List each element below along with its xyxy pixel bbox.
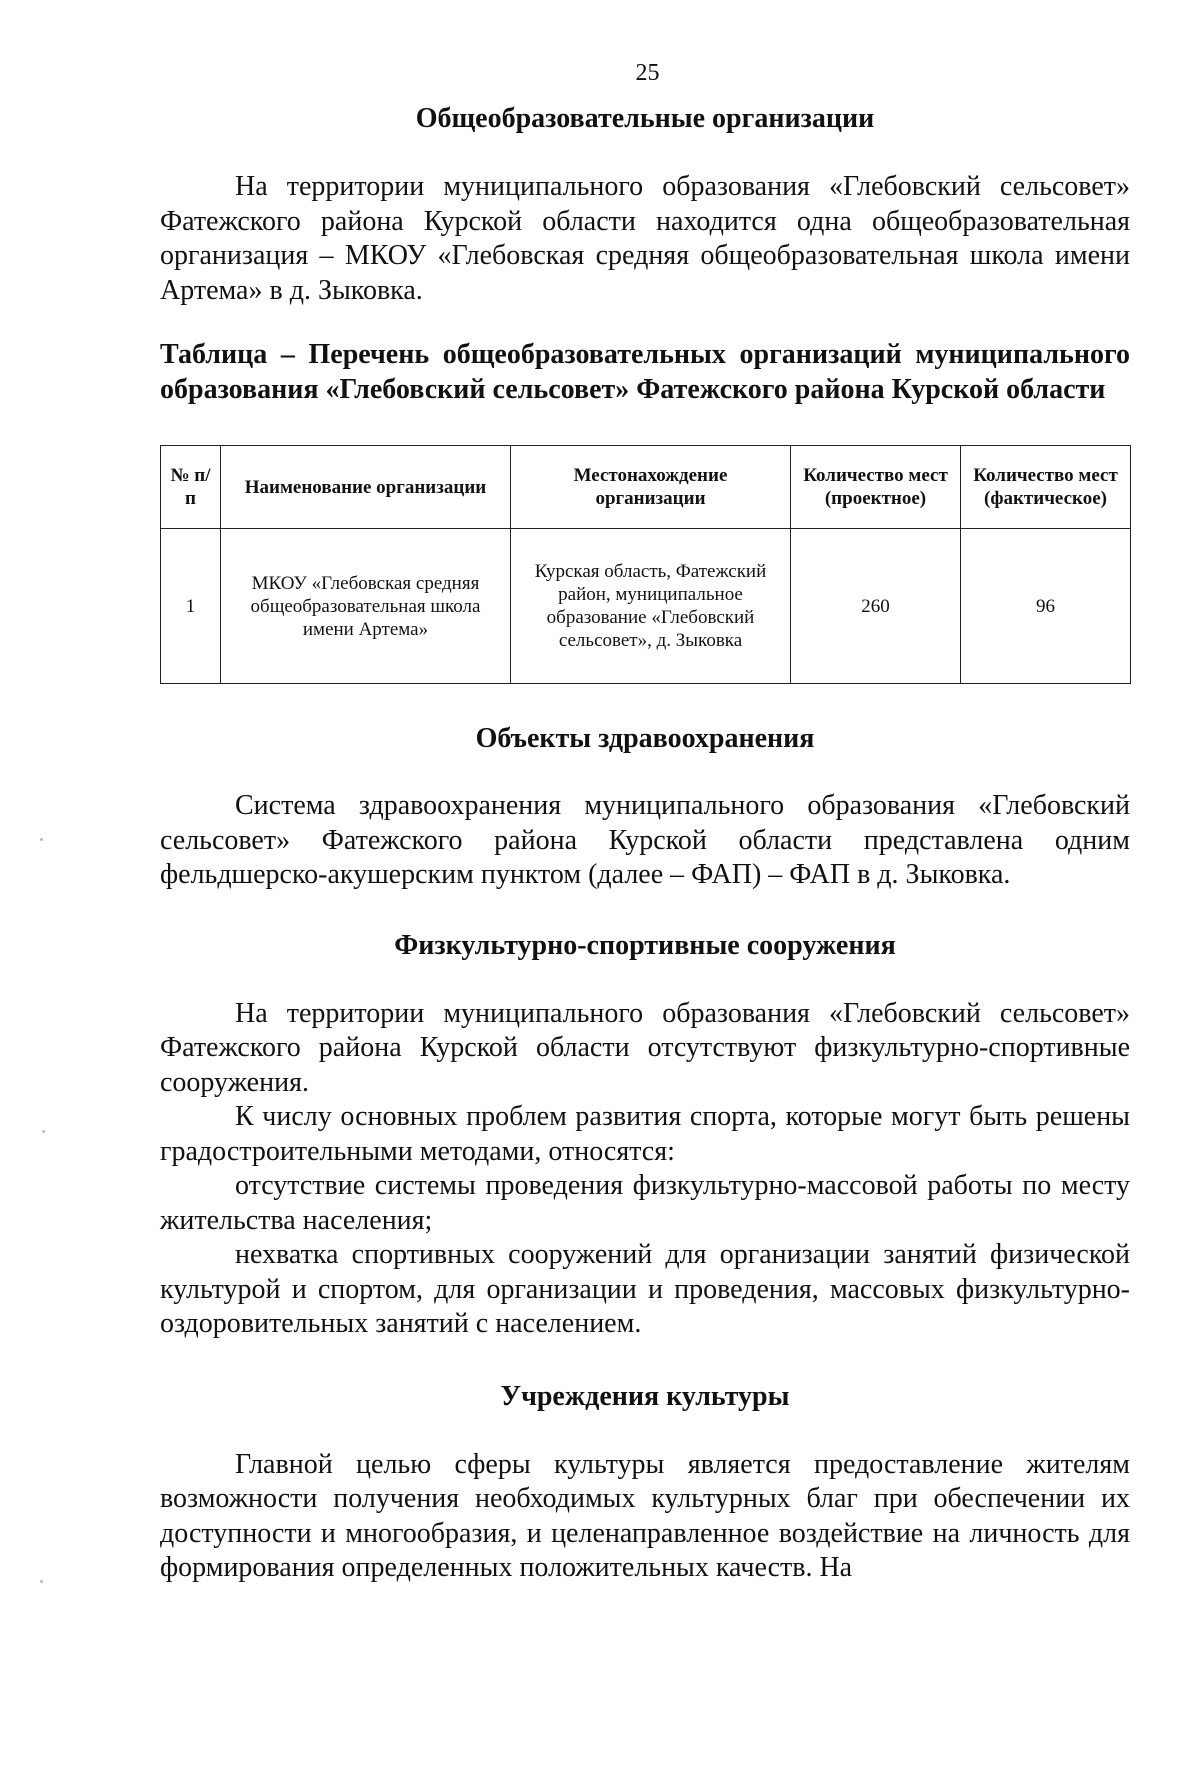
paragraph-schools: На территории муниципального образования «Глебовский сельсовет» Фатежского района Курской области находится одна общеобразовательная организация – МКОУ «Глебовская средняя общеобразовательная школа имени Артема» в д. Зыковка.	[160, 171, 1130, 306]
heading-culture: Учреждения культуры	[500, 1380, 790, 1412]
cell-capacity-design: 260	[791, 529, 961, 684]
header-capacity-actual: Количество мест (фактическое)	[961, 446, 1131, 529]
scan-speck	[40, 838, 43, 841]
heading-schools: Общеобразовательные организации	[415, 103, 875, 134]
document-body	[160, 58, 1130, 1586]
paragraph-sports-1: На территории муниципального образования «Глебовский сельсовет» Фатежского района Курской области отсутствуют физкультурно-спортивные сооружения.	[160, 997, 1130, 1098]
header-location: Местонахождение организации	[511, 446, 791, 529]
paragraph-culture: Главной целью сферы культуры является предоставление жителям возможности получения необходимых культурных благ при обеспечении их доступности и многообразия, и целенаправленное воздействие на личность для формирования определенных положительных качеств. На	[160, 1448, 1130, 1583]
heading-health: Объекты здравоохранения	[475, 723, 815, 754]
table-header-row	[161, 446, 1131, 529]
cell-number: 1	[161, 529, 221, 684]
paragraph-sports-3: отсутствие системы проведения физкультурно-массовой работы по месту жительства населения;	[160, 1170, 1130, 1236]
page-number: 25	[635, 60, 660, 86]
scan-speck	[42, 1130, 45, 1133]
heading-sports: Физкультурно-спортивные сооружения	[394, 929, 896, 961]
cell-location: Курская область, Фатежский район, муниципальное образование «Глебовский сельсовет», д. Зыковка	[511, 529, 791, 684]
header-name: Наименование организации	[221, 446, 511, 529]
cell-name: МКОУ «Глебовская средняя общеобразовательная школа имени Артема»	[221, 529, 511, 684]
paragraph-health: Система здравоохранения муниципального образования «Глебовский сельсовет» Фатежского района Курской области представлена одним фельдшерско-акушерским пунктом (далее – ФАП) – ФАП в д. Зыковка.	[160, 790, 1130, 890]
schools-table	[160, 445, 1131, 684]
table-row	[161, 529, 1131, 684]
paragraph-sports-2: К числу основных проблем развития спорта, которые могут быть решены градостроительными методами, относятся:	[160, 1101, 1130, 1167]
cell-capacity-actual: 96	[961, 529, 1131, 684]
scan-speck	[40, 1580, 43, 1583]
table-title: Таблица – Перечень общеобразовательных организаций муниципального образования «Глебовский сельсовет» Фатежского района Курской области	[160, 339, 1130, 405]
header-capacity-design: Количество мест (проектное)	[791, 446, 961, 529]
header-number: № п/п	[161, 446, 221, 529]
paragraph-sports-4: нехватка спортивных сооружений для организации занятий физической культурой и спортом, для организации и проведения, массовых физкультурно-оздоровительных занятий с населением.	[160, 1239, 1130, 1339]
